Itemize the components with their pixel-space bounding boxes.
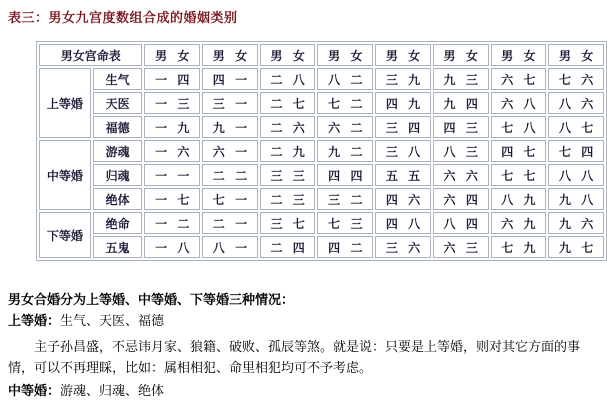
pair-cell: 二 七 (260, 92, 316, 114)
pair-cell: 三 四 (375, 116, 431, 138)
pair-cell: 八 三 (433, 140, 489, 162)
pair-cell: 一 六 (144, 140, 200, 162)
upper-marriage-value: 生气、天医、福德 (60, 313, 165, 328)
row-label: 绝命 (93, 212, 143, 234)
marriage-table (36, 41, 607, 261)
pair-cell: 八 二 (317, 68, 373, 90)
upper-marriage-label: 上等婚： (8, 313, 61, 328)
middle-marriage-line (8, 380, 602, 401)
pair-cell: 二 九 (260, 140, 316, 162)
pair-cell: 二 三 (260, 188, 316, 210)
pair-cell: 五 五 (375, 164, 431, 186)
pair-cell: 一 三 (144, 92, 200, 114)
pair-cell: 一 二 (144, 212, 200, 234)
pair-cell: 七 二 (317, 92, 373, 114)
pair-cell: 六 一 (202, 140, 258, 162)
pair-cell: 三 一 (202, 92, 258, 114)
pair-cell: 八 七 (548, 116, 604, 138)
pair-cell: 九 一 (202, 116, 258, 138)
group-label: 中等婚 (39, 140, 91, 210)
pair-cell: 二 一 (202, 212, 258, 234)
row-label: 游魂 (93, 140, 143, 162)
pair-cell: 七 四 (548, 140, 604, 162)
pair-cell: 三 九 (375, 68, 431, 90)
pair-cell: 一 七 (144, 188, 200, 210)
pair-cell: 六 九 (491, 212, 547, 234)
pair-column-header: 男 女 (375, 44, 431, 66)
pair-cell: 三 六 (375, 236, 431, 258)
pair-cell: 四 二 (317, 236, 373, 258)
pair-cell: 六 八 (491, 92, 547, 114)
pair-cell: 八 六 (548, 92, 604, 114)
pair-cell: 九 八 (548, 188, 604, 210)
row-label: 归魂 (93, 164, 143, 186)
pair-cell: 九 二 (317, 140, 373, 162)
pair-cell: 七 八 (491, 116, 547, 138)
pair-cell: 六 三 (433, 236, 489, 258)
table-corner-header: 男女宫命表 (39, 44, 142, 66)
pair-cell: 六 七 (491, 68, 547, 90)
pair-cell: 八 八 (548, 164, 604, 186)
pair-cell: 四 三 (433, 116, 489, 138)
pair-cell: 九 七 (548, 236, 604, 258)
pair-cell: 六 六 (433, 164, 489, 186)
middle-marriage-label: 中等婚： (8, 383, 61, 398)
pair-cell: 九 三 (433, 68, 489, 90)
pair-cell: 二 四 (260, 236, 316, 258)
pair-cell: 一 九 (144, 116, 200, 138)
pair-cell: 七 一 (202, 188, 258, 210)
pair-cell: 七 九 (491, 236, 547, 258)
row-label: 五鬼 (93, 236, 143, 258)
pair-cell: 二 六 (260, 116, 316, 138)
pair-cell: 四 六 (375, 188, 431, 210)
pair-column-header: 男 女 (548, 44, 604, 66)
pair-cell: 三 七 (260, 212, 316, 234)
pair-cell: 四 八 (375, 212, 431, 234)
pair-column-header: 男 女 (202, 44, 258, 66)
pair-cell: 九 四 (433, 92, 489, 114)
row-label: 天医 (93, 92, 143, 114)
group-label: 下等婚 (39, 212, 91, 258)
middle-marriage-value: 游魂、归魂、绝体 (60, 383, 165, 398)
pair-cell: 四 四 (317, 164, 373, 186)
pair-cell: 七 三 (317, 212, 373, 234)
pair-cell: 四 九 (375, 92, 431, 114)
row-label: 绝体 (93, 188, 143, 210)
pair-cell: 四 一 (202, 68, 258, 90)
upper-marriage-paragraph: 主子孙昌盛，不忌讳月家、狼籍、破败、孤辰等煞。就是说：只要是上等婚，则对其它方面的事情，可以不再理睬，比如：属相相犯、命里相犯均可不予考虑。 (8, 339, 581, 375)
pair-cell: 七 七 (491, 164, 547, 186)
pair-cell: 一 一 (144, 164, 200, 186)
notes-intro: 男女合婚分为上等婚、中等婚、下等婚三种情况： (8, 292, 295, 307)
pair-cell: 一 八 (144, 236, 200, 258)
pair-cell: 三 三 (260, 164, 316, 186)
row-label: 福德 (93, 116, 143, 138)
pair-cell: 四 七 (491, 140, 547, 162)
notes-section (8, 289, 602, 401)
row-label: 生气 (93, 68, 143, 90)
pair-cell: 二 八 (260, 68, 316, 90)
pair-column-header: 男 女 (433, 44, 489, 66)
pair-cell: 九 六 (548, 212, 604, 234)
pair-column-header: 男 女 (144, 44, 200, 66)
pair-cell: 六 四 (433, 188, 489, 210)
pair-cell: 一 四 (144, 68, 200, 90)
pair-cell: 二 二 (202, 164, 258, 186)
page-title: 表三：男女九宫度数组合成的婚姻类别 (8, 10, 238, 25)
group-label: 上等婚 (39, 68, 91, 138)
pair-column-header: 男 女 (491, 44, 547, 66)
pair-cell: 三 八 (375, 140, 431, 162)
pair-cell: 七 六 (548, 68, 604, 90)
pair-column-header: 男 女 (260, 44, 316, 66)
pair-cell: 八 九 (491, 188, 547, 210)
pair-cell: 八 四 (433, 212, 489, 234)
pair-column-header: 男 女 (317, 44, 373, 66)
pair-cell: 八 一 (202, 236, 258, 258)
pair-cell: 三 二 (317, 188, 373, 210)
pair-cell: 六 二 (317, 116, 373, 138)
upper-marriage-line (8, 310, 602, 331)
